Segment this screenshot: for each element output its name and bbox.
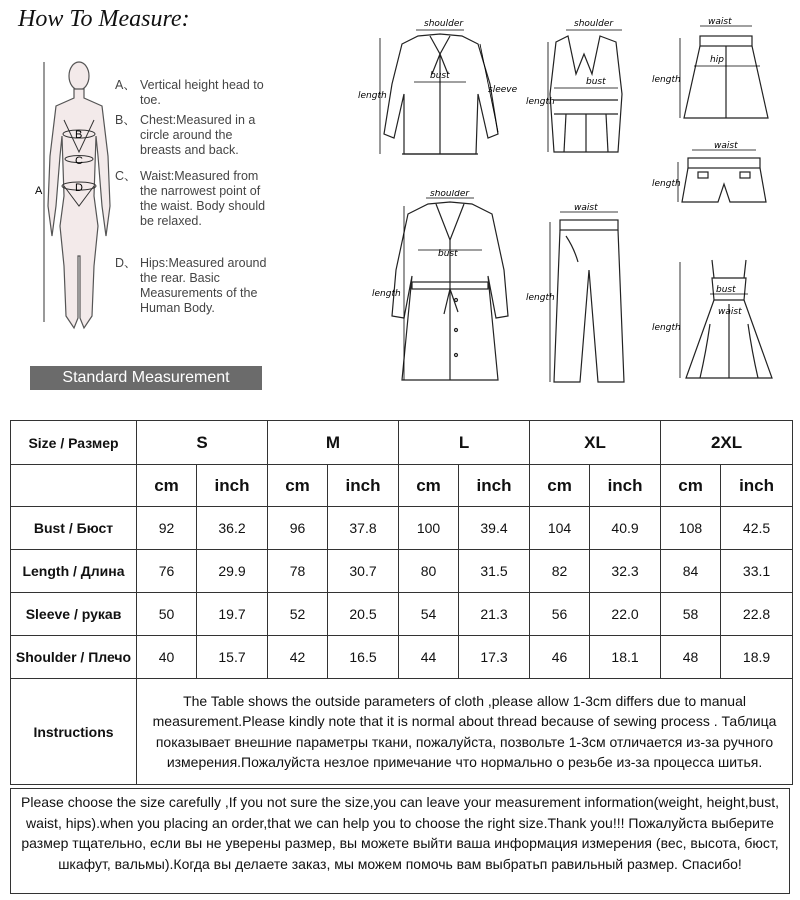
value-cell: 50 (137, 593, 197, 636)
table-row-bust (11, 507, 793, 550)
guide-item-d (115, 256, 268, 316)
unit-cm: cm (268, 465, 328, 507)
body-figure-illustration (34, 56, 124, 334)
page-title: How To Measure: (18, 6, 190, 32)
size-l: L (399, 421, 530, 465)
row-label: Shoulder / Плечо (11, 636, 137, 679)
instructions-text: The Table shows the outside parameters of cloth ,please allow 1-3cm differs due to manual measurement.Please kindly note that it is normal about thread because of sewing process . Таблица показывает внешние параметры ткани, пожалуйста, позвольте 1-3см отличается из-за ручного измерения.Пожалуйста незлое примечание что нормально о резьбе из-за процесса шитья. (137, 679, 793, 785)
size-chart-table (10, 420, 793, 785)
shorts-sketch (652, 140, 782, 220)
guide-letter: C、 (115, 169, 137, 183)
size-header-row (11, 421, 793, 465)
guide-item-b (115, 113, 268, 158)
value-cell: 80 (399, 550, 459, 593)
unit-inch: inch (459, 465, 530, 507)
size-advice-note: Please choose the size carefully ,If you not sure the size,you can leave your measurement information(weight, height,bust, waist, hips).when you placing an order,that we can help you to choose the right size.Thank you!!! Пожалуйста выберите размер тщательно, если вы не уверены размер, вы можете выйти ваша информация измерения (вес, высота, бюст, шкафут, вальмы).Когда вы делаете заказ, мы можем помочь вам выбратьп равильный размер. Спасибо! (10, 788, 790, 894)
guide-letter: A、 (115, 78, 136, 92)
guide-text: Vertical height head to toe. (140, 78, 264, 107)
label-hip: hip (710, 55, 724, 65)
instructions-label: Instructions (11, 679, 137, 785)
value-cell: 54 (399, 593, 459, 636)
value-cell: 44 (399, 636, 459, 679)
label-bust: bust (586, 77, 606, 87)
guide-item-c (115, 169, 268, 229)
row-label: Bust / Бюст (11, 507, 137, 550)
value-cell: 17.3 (459, 636, 530, 679)
value-cell: 32.3 (590, 550, 661, 593)
value-cell: 40 (137, 636, 197, 679)
guide-item-a (115, 78, 268, 108)
value-cell: 33.1 (721, 550, 793, 593)
guide-text: Chest:Measured in a circle around the breasts and back. (140, 113, 256, 157)
size-label-cell: Size / Размер (11, 421, 137, 465)
label-bust: bust (438, 249, 458, 259)
row-label: Length / Длина (11, 550, 137, 593)
standard-measurement-banner: Standard Measurement (30, 366, 262, 390)
dress-sketch (650, 254, 790, 389)
value-cell: 100 (399, 507, 459, 550)
unit-inch: inch (721, 465, 793, 507)
marker-d: D (75, 182, 83, 194)
unit-cm: cm (137, 465, 197, 507)
blouse-sketch (358, 14, 528, 169)
label-length: length (372, 289, 401, 299)
value-cell: 48 (661, 636, 721, 679)
label-sleeve: sleeve (488, 85, 518, 95)
label-waist: waist (574, 203, 598, 213)
unit-cm: cm (530, 465, 590, 507)
unit-cm: cm (399, 465, 459, 507)
value-cell: 108 (661, 507, 721, 550)
label-waist: waist (714, 141, 738, 151)
guide-letter: B、 (115, 113, 136, 127)
unit-inch: inch (197, 465, 268, 507)
size-2xl: 2XL (661, 421, 793, 465)
value-cell: 18.9 (721, 636, 793, 679)
size-m: M (268, 421, 399, 465)
size-xl: XL (530, 421, 661, 465)
label-length: length (358, 91, 387, 101)
value-cell: 82 (530, 550, 590, 593)
guide-text: Waist:Measured from the narrowest point of the waist. Body should be relaxed. (140, 169, 266, 228)
label-length: length (652, 179, 681, 189)
value-cell: 39.4 (459, 507, 530, 550)
label-length: length (526, 293, 555, 303)
unit-inch: inch (328, 465, 399, 507)
instructions-row (11, 679, 793, 785)
value-cell: 15.7 (197, 636, 268, 679)
guide-letter: D、 (115, 256, 137, 270)
value-cell: 37.8 (328, 507, 399, 550)
unit-header-row (11, 465, 793, 507)
label-shoulder: shoulder (424, 19, 464, 29)
value-cell: 16.5 (328, 636, 399, 679)
value-cell: 84 (661, 550, 721, 593)
value-cell: 22.8 (721, 593, 793, 636)
label-waist: waist (708, 17, 732, 27)
value-cell: 92 (137, 507, 197, 550)
value-cell: 30.7 (328, 550, 399, 593)
unit-cm: cm (661, 465, 721, 507)
marker-c: C (75, 155, 83, 167)
row-label: Sleeve / рукав (11, 593, 137, 636)
value-cell: 22.0 (590, 593, 661, 636)
guide-text: Hips:Measured around the rear. Basic Measurements of the Human Body. (140, 256, 267, 315)
value-cell: 42.5 (721, 507, 793, 550)
value-cell: 20.5 (328, 593, 399, 636)
value-cell: 46 (530, 636, 590, 679)
marker-b: B (75, 129, 83, 141)
empty-cell (11, 465, 137, 507)
value-cell: 31.5 (459, 550, 530, 593)
value-cell: 29.9 (197, 550, 268, 593)
table-row-sleeve (11, 593, 793, 636)
coat-sketch (370, 190, 530, 390)
value-cell: 56 (530, 593, 590, 636)
trousers-sketch (526, 200, 636, 390)
value-cell: 58 (661, 593, 721, 636)
value-cell: 52 (268, 593, 328, 636)
value-cell: 21.3 (459, 593, 530, 636)
value-cell: 40.9 (590, 507, 661, 550)
value-cell: 78 (268, 550, 328, 593)
label-length: length (526, 97, 555, 107)
table-row-shoulder (11, 636, 793, 679)
label-bust: bust (716, 285, 736, 295)
value-cell: 104 (530, 507, 590, 550)
value-cell: 42 (268, 636, 328, 679)
value-cell: 36.2 (197, 507, 268, 550)
camisole-sketch (526, 14, 646, 164)
skirt-sketch (652, 14, 782, 129)
value-cell: 96 (268, 507, 328, 550)
label-length: length (652, 75, 681, 85)
marker-a: A (35, 185, 43, 197)
label-shoulder: shoulder (574, 19, 614, 29)
value-cell: 19.7 (197, 593, 268, 636)
label-shoulder: shoulder (430, 190, 470, 199)
table-row-length (11, 550, 793, 593)
label-length: length (652, 323, 681, 333)
label-waist: waist (718, 307, 742, 317)
unit-inch: inch (590, 465, 661, 507)
size-s: S (137, 421, 268, 465)
label-bust: bust (430, 71, 450, 81)
value-cell: 18.1 (590, 636, 661, 679)
how-to-measure-section (0, 0, 800, 400)
value-cell: 76 (137, 550, 197, 593)
